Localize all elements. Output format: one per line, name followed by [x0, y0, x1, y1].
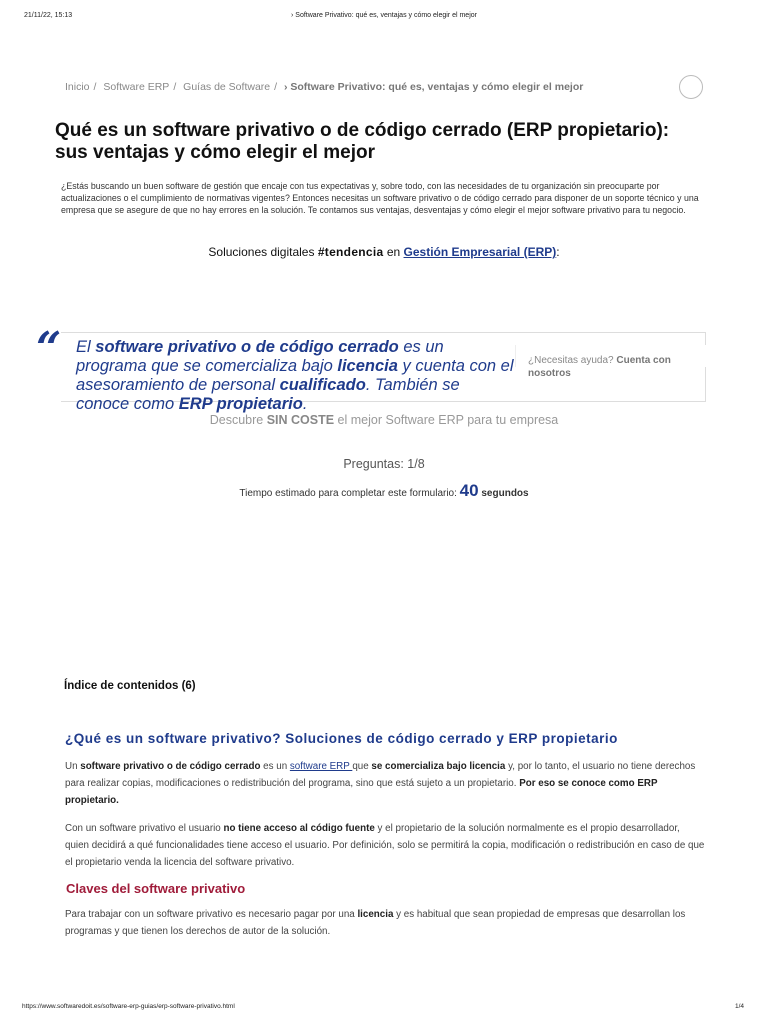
print-header [0, 12, 768, 26]
quote-text [76, 338, 516, 413]
time-unit: segundos [478, 488, 529, 499]
quote-bold: licencia [337, 357, 398, 375]
quote-segment: y cuenta con el asesoramiento de personal [76, 357, 514, 394]
trend-suffix: : [556, 245, 560, 259]
print-date: 21/11/22, 15:13 [24, 12, 73, 19]
quote-segment: . También se conoce como [76, 376, 460, 413]
help-text: ¿Necesitas ayuda? [528, 355, 617, 366]
paragraph-definition [65, 758, 705, 809]
quote-segment: . [302, 395, 308, 413]
breadcrumb-separator: / [274, 81, 278, 93]
text-segment: que [352, 761, 372, 772]
print-footer [0, 1003, 768, 1015]
discover-post: el mejor Software ERP para tu empresa [334, 413, 559, 427]
breadcrumb-guias[interactable]: Guías de Software [183, 81, 271, 93]
intro-paragraph: ¿Estás buscando un buen software de gestión que encaje con tus expectativas y, sobre todo, con las necesidades de tu organización sin preocuparte por actualizaciones o el cumplimiento de normativas vigentes? Entonces necesitas un software privativo o de código cerrado para disponer de un soporte técnico y una empresa que se asegure de que no hay errores en la solución. Te contamos sus ventajas, desventajas y cómo elegir el mejor software privativo para tu negocio. [61, 181, 699, 215]
discover-pre: Descubre [209, 413, 267, 427]
text-segment: y el propietario de la solución normalmente es el propio desarrollador, quien decidirá a qué funcionalidades tiene acceso el usuario. Por definición, solo se permitirá la copia, modificación o redistribución en caso de que el propietario venda la licencia del software privativo. [65, 823, 705, 868]
paragraph-source-code [65, 820, 705, 871]
text-segment: y, por lo tanto, el usuario no tiene derechos para realizar copias, modificaciones o redistribución del programa, sino que está sujeto a un propietario. [65, 761, 696, 789]
circle-button[interactable] [679, 75, 703, 99]
text-segment: Un [65, 761, 81, 772]
trend-line [0, 245, 768, 259]
time-estimate [0, 481, 768, 501]
trend-link-erp[interactable]: Gestión Empresarial (ERP) [403, 245, 557, 259]
software-erp-link[interactable]: software ERP [289, 761, 353, 772]
breadcrumb-current: › Software Privativo: qué es, ventajas y cómo elegir el mejor [283, 81, 584, 93]
breadcrumb-software-erp[interactable]: Software ERP [103, 81, 170, 93]
trend-prefix: Soluciones digitales [208, 245, 318, 259]
text-segment: Con un software privativo el usuario [65, 823, 224, 834]
time-label: Tiempo estimado para completar este formulario: [239, 488, 460, 499]
breadcrumb-home[interactable]: Inicio [65, 81, 90, 93]
text-segment: Para trabajar con un software privativo es necesario pagar por una [65, 909, 358, 920]
text-bold: software privativo o de código cerrado [80, 761, 261, 772]
paragraph-licencia [65, 906, 705, 940]
section-heading-claves: Claves del software privativo [66, 881, 246, 896]
help-widget[interactable] [528, 354, 698, 380]
quote-segment: El [76, 338, 96, 356]
quote-bold: ERP propietario [178, 395, 303, 413]
page-title: Qué es un software privativo o de código cerrado (ERP propietario): sus ventajas y cómo elegir el mejor [55, 120, 670, 163]
discover-banner [0, 413, 768, 427]
time-value: 40 [459, 481, 479, 500]
quote-bold: cualificado [279, 376, 366, 394]
text-segment: es un [260, 761, 290, 772]
help-contact-link[interactable]: Cuenta con nosotros [528, 355, 671, 379]
print-title: › Software Privativo: qué es, ventajas y cómo elegir el mejor [291, 12, 477, 19]
print-url: https://www.softwaredoit.es/software-erp-guias/erp-software-privativo.html [22, 1003, 235, 1010]
quote-segment: es un programa que se comercializa bajo [76, 338, 444, 375]
breadcrumb-separator: / [93, 81, 97, 93]
breadcrumb [65, 81, 583, 93]
text-bold: no tiene acceso al código fuente [223, 823, 375, 834]
text-bold: se comercializa bajo licencia [371, 761, 506, 772]
quote-bold: software privativo o de código cerrado [95, 338, 399, 356]
section-heading-what-is: ¿Qué es un software privativo? Soluciones de código cerrado y ERP propietario [65, 731, 618, 746]
text-bold: Por eso se conoce como ERP propietario. [65, 778, 658, 806]
trend-middle: en [383, 245, 404, 259]
question-counter: Preguntas: 1/8 [343, 457, 425, 471]
print-page-number: 1/4 [734, 1003, 744, 1010]
discover-bold: SIN COSTE [266, 413, 335, 427]
breadcrumb-separator: / [173, 81, 177, 93]
text-bold: licencia [357, 909, 394, 920]
toc-toggle[interactable]: Índice de contenidos (6) [64, 680, 196, 692]
text-segment: y es habitual que sean propiedad de empresas que desarrollan los programas y que tienen los derechos de autor de la solución. [65, 909, 686, 937]
quote-mark-icon: “ [36, 323, 62, 374]
trend-hashtag: #tendencia [317, 245, 384, 259]
